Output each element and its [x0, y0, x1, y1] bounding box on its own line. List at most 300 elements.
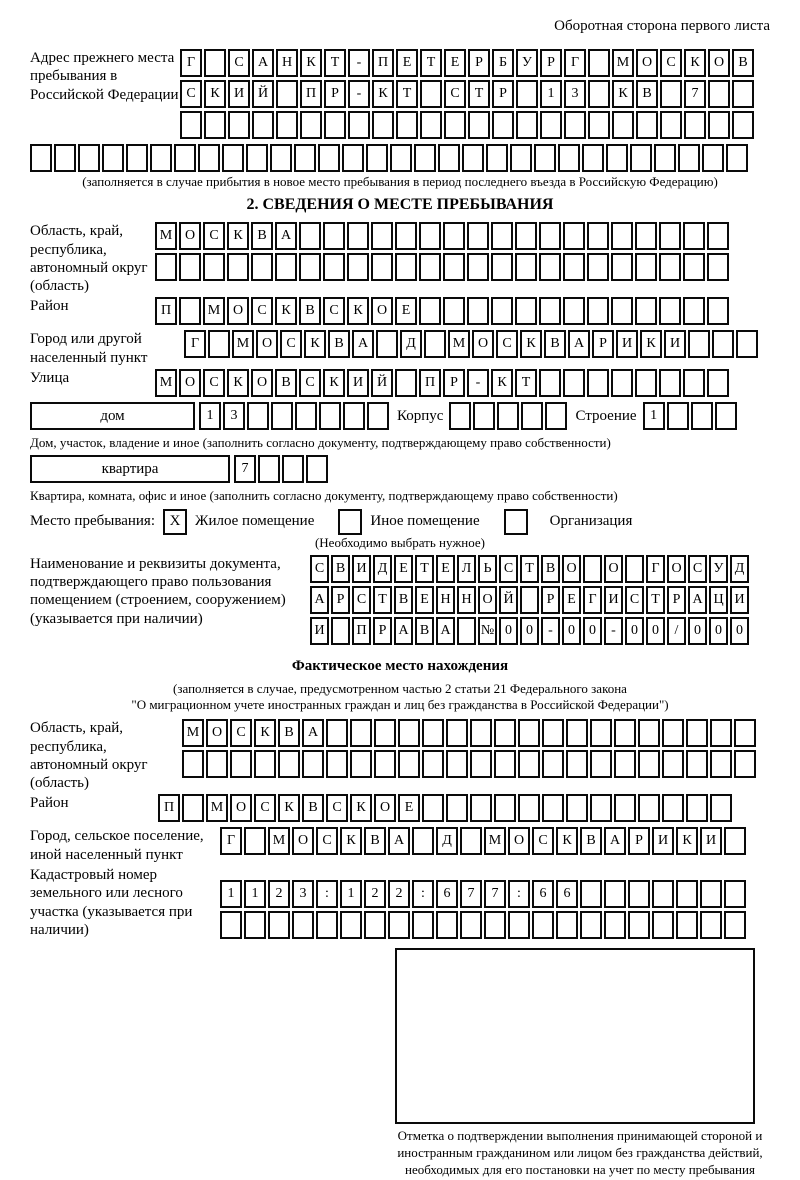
char-cell[interactable]: [295, 402, 317, 430]
char-cell[interactable]: Е: [394, 555, 413, 583]
char-cell[interactable]: С: [444, 80, 466, 108]
char-cell[interactable]: Ц: [709, 586, 728, 614]
char-cell[interactable]: 2: [388, 880, 410, 908]
char-cell[interactable]: [683, 297, 705, 325]
char-cell[interactable]: И: [730, 586, 749, 614]
char-cell[interactable]: К: [227, 369, 249, 397]
char-cell[interactable]: [348, 111, 370, 139]
char-cell[interactable]: С: [228, 49, 250, 77]
char-cell[interactable]: [366, 144, 388, 172]
char-cell[interactable]: Р: [468, 49, 490, 77]
char-cell[interactable]: [539, 253, 561, 281]
char-cell[interactable]: [492, 111, 514, 139]
char-cell[interactable]: [300, 111, 322, 139]
char-cell[interactable]: [583, 555, 602, 583]
char-cell[interactable]: [707, 297, 729, 325]
char-cell[interactable]: [638, 719, 660, 747]
char-cell[interactable]: [539, 297, 561, 325]
char-cell[interactable]: [611, 297, 633, 325]
char-cell[interactable]: [566, 719, 588, 747]
char-cell[interactable]: [590, 794, 612, 822]
char-cell[interactable]: [604, 911, 626, 939]
char-cell[interactable]: [486, 144, 508, 172]
char-cell[interactable]: [652, 880, 674, 908]
char-cell[interactable]: 6: [436, 880, 458, 908]
char-cell[interactable]: [398, 719, 420, 747]
char-cell[interactable]: Д: [436, 827, 458, 855]
char-cell[interactable]: [299, 253, 321, 281]
char-cell[interactable]: В: [732, 49, 754, 77]
char-cell[interactable]: [494, 750, 516, 778]
char-cell[interactable]: [470, 794, 492, 822]
char-cell[interactable]: [467, 222, 489, 250]
char-cell[interactable]: [268, 911, 290, 939]
char-cell[interactable]: 0: [730, 617, 749, 645]
char-cell[interactable]: [468, 111, 490, 139]
char-cell[interactable]: [395, 253, 417, 281]
char-cell[interactable]: [340, 911, 362, 939]
char-cell[interactable]: [556, 911, 578, 939]
char-cell[interactable]: [635, 253, 657, 281]
char-cell[interactable]: [457, 617, 476, 645]
char-cell[interactable]: [412, 827, 434, 855]
char-cell[interactable]: [683, 222, 705, 250]
char-cell[interactable]: [638, 794, 660, 822]
char-cell[interactable]: [635, 369, 657, 397]
char-cell[interactable]: -: [541, 617, 560, 645]
char-cell[interactable]: [662, 719, 684, 747]
char-cell[interactable]: 7: [484, 880, 506, 908]
char-cell[interactable]: [258, 455, 280, 483]
char-cell[interactable]: С: [203, 369, 225, 397]
char-cell[interactable]: [420, 80, 442, 108]
char-cell[interactable]: Г: [184, 330, 206, 358]
char-cell[interactable]: [736, 330, 758, 358]
char-cell[interactable]: М: [203, 297, 225, 325]
char-cell[interactable]: С: [230, 719, 252, 747]
char-cell[interactable]: М: [155, 222, 177, 250]
char-cell[interactable]: А: [688, 586, 707, 614]
char-cell[interactable]: [179, 253, 201, 281]
char-cell[interactable]: 0: [562, 617, 581, 645]
char-cell[interactable]: [244, 911, 266, 939]
char-cell[interactable]: А: [436, 617, 455, 645]
char-cell[interactable]: К: [275, 297, 297, 325]
char-cell[interactable]: [208, 330, 230, 358]
char-cell[interactable]: [614, 750, 636, 778]
char-cell[interactable]: О: [604, 555, 623, 583]
char-cell[interactable]: Н: [276, 49, 298, 77]
char-cell[interactable]: А: [302, 719, 324, 747]
char-cell[interactable]: С: [310, 555, 329, 583]
char-cell[interactable]: Р: [540, 49, 562, 77]
char-cell[interactable]: В: [415, 617, 434, 645]
char-cell[interactable]: [724, 911, 746, 939]
char-cell[interactable]: А: [388, 827, 410, 855]
checkbox-org[interactable]: [504, 509, 528, 535]
char-cell[interactable]: [419, 222, 441, 250]
char-cell[interactable]: Т: [415, 555, 434, 583]
char-cell[interactable]: П: [352, 617, 371, 645]
char-cell[interactable]: К: [227, 222, 249, 250]
char-cell[interactable]: [414, 144, 436, 172]
char-cell[interactable]: [732, 111, 754, 139]
char-cell[interactable]: Й: [252, 80, 274, 108]
char-cell[interactable]: [443, 222, 465, 250]
char-cell[interactable]: [521, 402, 543, 430]
char-cell[interactable]: И: [616, 330, 638, 358]
char-cell[interactable]: В: [275, 369, 297, 397]
char-cell[interactable]: В: [331, 555, 350, 583]
char-cell[interactable]: [376, 330, 398, 358]
char-cell[interactable]: М: [484, 827, 506, 855]
char-cell[interactable]: Т: [646, 586, 665, 614]
char-cell[interactable]: [443, 297, 465, 325]
char-cell[interactable]: Е: [398, 794, 420, 822]
char-cell[interactable]: А: [310, 586, 329, 614]
char-cell[interactable]: Т: [324, 49, 346, 77]
char-cell[interactable]: Р: [443, 369, 465, 397]
char-cell[interactable]: [323, 222, 345, 250]
char-cell[interactable]: [323, 253, 345, 281]
char-cell[interactable]: :: [316, 880, 338, 908]
char-cell[interactable]: [276, 111, 298, 139]
char-cell[interactable]: А: [568, 330, 590, 358]
char-cell[interactable]: [275, 253, 297, 281]
char-cell[interactable]: [319, 402, 341, 430]
char-cell[interactable]: Г: [220, 827, 242, 855]
char-cell[interactable]: [460, 911, 482, 939]
char-cell[interactable]: В: [328, 330, 350, 358]
char-cell[interactable]: Г: [583, 586, 602, 614]
char-cell[interactable]: [518, 719, 540, 747]
char-cell[interactable]: [659, 253, 681, 281]
char-cell[interactable]: 3: [564, 80, 586, 108]
char-cell[interactable]: И: [310, 617, 329, 645]
char-cell[interactable]: 1: [244, 880, 266, 908]
char-cell[interactable]: Е: [562, 586, 581, 614]
char-cell[interactable]: П: [300, 80, 322, 108]
char-cell[interactable]: [30, 144, 52, 172]
char-cell[interactable]: Т: [468, 80, 490, 108]
char-cell[interactable]: [174, 144, 196, 172]
char-cell[interactable]: [520, 586, 539, 614]
char-cell[interactable]: К: [323, 369, 345, 397]
char-cell[interactable]: С: [625, 586, 644, 614]
char-cell[interactable]: [203, 253, 225, 281]
char-cell[interactable]: [702, 144, 724, 172]
char-cell[interactable]: Н: [457, 586, 476, 614]
char-cell[interactable]: Р: [541, 586, 560, 614]
char-cell[interactable]: [712, 330, 734, 358]
char-cell[interactable]: [614, 719, 636, 747]
char-cell[interactable]: [374, 719, 396, 747]
char-cell[interactable]: [676, 911, 698, 939]
char-cell[interactable]: [343, 402, 365, 430]
char-cell[interactable]: [534, 144, 556, 172]
char-cell[interactable]: [724, 827, 746, 855]
char-cell[interactable]: [638, 750, 660, 778]
char-cell[interactable]: [318, 144, 340, 172]
char-cell[interactable]: [708, 111, 730, 139]
char-cell[interactable]: К: [372, 80, 394, 108]
char-cell[interactable]: [247, 402, 269, 430]
char-cell[interactable]: [707, 253, 729, 281]
char-cell[interactable]: [306, 455, 328, 483]
char-cell[interactable]: [636, 111, 658, 139]
char-cell[interactable]: [491, 222, 513, 250]
char-cell[interactable]: И: [228, 80, 250, 108]
char-cell[interactable]: 1: [199, 402, 221, 430]
char-cell[interactable]: К: [676, 827, 698, 855]
char-cell[interactable]: [708, 80, 730, 108]
char-cell[interactable]: [271, 402, 293, 430]
char-cell[interactable]: [497, 402, 519, 430]
char-cell[interactable]: -: [604, 617, 623, 645]
char-cell[interactable]: [710, 719, 732, 747]
char-cell[interactable]: С: [352, 586, 371, 614]
char-cell[interactable]: [558, 144, 580, 172]
char-cell[interactable]: С: [660, 49, 682, 77]
char-cell[interactable]: Р: [667, 586, 686, 614]
char-cell[interactable]: [150, 144, 172, 172]
char-cell[interactable]: С: [251, 297, 273, 325]
char-cell[interactable]: 2: [364, 880, 386, 908]
char-cell[interactable]: [563, 297, 585, 325]
char-cell[interactable]: [422, 794, 444, 822]
checkbox-zhiloe[interactable]: X: [163, 509, 187, 535]
char-cell[interactable]: [606, 144, 628, 172]
char-cell[interactable]: [494, 719, 516, 747]
char-cell[interactable]: [734, 750, 756, 778]
char-cell[interactable]: [419, 297, 441, 325]
char-cell[interactable]: К: [520, 330, 542, 358]
char-cell[interactable]: [508, 911, 530, 939]
char-cell[interactable]: [625, 555, 644, 583]
char-cell[interactable]: :: [508, 880, 530, 908]
char-cell[interactable]: Е: [395, 297, 417, 325]
char-cell[interactable]: -: [467, 369, 489, 397]
char-cell[interactable]: Г: [180, 49, 202, 77]
char-cell[interactable]: В: [302, 794, 324, 822]
char-cell[interactable]: [614, 794, 636, 822]
char-cell[interactable]: С: [203, 222, 225, 250]
char-cell[interactable]: Г: [564, 49, 586, 77]
char-cell[interactable]: О: [179, 222, 201, 250]
char-cell[interactable]: [660, 80, 682, 108]
char-cell[interactable]: М: [182, 719, 204, 747]
char-cell[interactable]: Т: [373, 586, 392, 614]
char-cell[interactable]: [484, 911, 506, 939]
stamp-area[interactable]: [395, 948, 755, 1124]
char-cell[interactable]: [710, 750, 732, 778]
char-cell[interactable]: [102, 144, 124, 172]
char-cell[interactable]: [588, 111, 610, 139]
char-cell[interactable]: [691, 402, 713, 430]
char-cell[interactable]: [470, 719, 492, 747]
char-cell[interactable]: К: [640, 330, 662, 358]
char-cell[interactable]: И: [652, 827, 674, 855]
char-cell[interactable]: [78, 144, 100, 172]
char-cell[interactable]: 0: [499, 617, 518, 645]
char-cell[interactable]: [710, 794, 732, 822]
char-cell[interactable]: В: [541, 555, 560, 583]
char-cell[interactable]: В: [394, 586, 413, 614]
char-cell[interactable]: [580, 911, 602, 939]
char-cell[interactable]: Е: [415, 586, 434, 614]
char-cell[interactable]: [635, 297, 657, 325]
char-cell[interactable]: С: [299, 369, 321, 397]
char-cell[interactable]: [660, 111, 682, 139]
char-cell[interactable]: С: [280, 330, 302, 358]
char-cell[interactable]: А: [275, 222, 297, 250]
char-cell[interactable]: [587, 297, 609, 325]
char-cell[interactable]: 1: [540, 80, 562, 108]
char-cell[interactable]: [436, 911, 458, 939]
char-cell[interactable]: Е: [396, 49, 418, 77]
char-cell[interactable]: 6: [532, 880, 554, 908]
char-cell[interactable]: [684, 111, 706, 139]
char-cell[interactable]: У: [709, 555, 728, 583]
char-cell[interactable]: Р: [592, 330, 614, 358]
char-cell[interactable]: [367, 402, 389, 430]
dom-box[interactable]: дом: [30, 402, 195, 430]
char-cell[interactable]: [371, 253, 393, 281]
char-cell[interactable]: [395, 369, 417, 397]
char-cell[interactable]: [491, 297, 513, 325]
char-cell[interactable]: [678, 144, 700, 172]
checkbox-inoe[interactable]: [338, 509, 362, 535]
char-cell[interactable]: [302, 750, 324, 778]
char-cell[interactable]: [726, 144, 748, 172]
char-cell[interactable]: Б: [492, 49, 514, 77]
char-cell[interactable]: О: [508, 827, 530, 855]
char-cell[interactable]: [422, 750, 444, 778]
char-cell[interactable]: О: [667, 555, 686, 583]
char-cell[interactable]: [443, 253, 465, 281]
char-cell[interactable]: [251, 253, 273, 281]
char-cell[interactable]: [467, 253, 489, 281]
char-cell[interactable]: [659, 222, 681, 250]
char-cell[interactable]: В: [544, 330, 566, 358]
char-cell[interactable]: С: [323, 297, 345, 325]
char-cell[interactable]: [473, 402, 495, 430]
char-cell[interactable]: [563, 253, 585, 281]
char-cell[interactable]: М: [448, 330, 470, 358]
char-cell[interactable]: Е: [444, 49, 466, 77]
char-cell[interactable]: [686, 719, 708, 747]
char-cell[interactable]: -: [348, 49, 370, 77]
char-cell[interactable]: И: [604, 586, 623, 614]
char-cell[interactable]: П: [419, 369, 441, 397]
kvartira-box[interactable]: квартира: [30, 455, 230, 483]
char-cell[interactable]: [662, 794, 684, 822]
char-cell[interactable]: 2: [268, 880, 290, 908]
char-cell[interactable]: С: [499, 555, 518, 583]
char-cell[interactable]: [220, 911, 242, 939]
char-cell[interactable]: [516, 111, 538, 139]
char-cell[interactable]: 1: [643, 402, 665, 430]
char-cell[interactable]: [515, 297, 537, 325]
char-cell[interactable]: [667, 402, 689, 430]
char-cell[interactable]: [198, 144, 220, 172]
char-cell[interactable]: [707, 369, 729, 397]
char-cell[interactable]: [582, 144, 604, 172]
char-cell[interactable]: В: [299, 297, 321, 325]
char-cell[interactable]: О: [292, 827, 314, 855]
char-cell[interactable]: [659, 369, 681, 397]
char-cell[interactable]: [126, 144, 148, 172]
char-cell[interactable]: 7: [460, 880, 482, 908]
char-cell[interactable]: [539, 369, 561, 397]
char-cell[interactable]: А: [604, 827, 626, 855]
char-cell[interactable]: [732, 80, 754, 108]
char-cell[interactable]: М: [155, 369, 177, 397]
char-cell[interactable]: [246, 144, 268, 172]
char-cell[interactable]: [542, 750, 564, 778]
char-cell[interactable]: [350, 750, 372, 778]
char-cell[interactable]: [611, 369, 633, 397]
char-cell[interactable]: [54, 144, 76, 172]
char-cell[interactable]: П: [155, 297, 177, 325]
char-cell[interactable]: [700, 911, 722, 939]
char-cell[interactable]: К: [254, 719, 276, 747]
char-cell[interactable]: [252, 111, 274, 139]
char-cell[interactable]: [347, 222, 369, 250]
char-cell[interactable]: С: [316, 827, 338, 855]
char-cell[interactable]: О: [179, 369, 201, 397]
char-cell[interactable]: [590, 719, 612, 747]
char-cell[interactable]: [467, 297, 489, 325]
char-cell[interactable]: [545, 402, 567, 430]
char-cell[interactable]: [372, 111, 394, 139]
char-cell[interactable]: [204, 49, 226, 77]
char-cell[interactable]: [563, 369, 585, 397]
char-cell[interactable]: [686, 794, 708, 822]
char-cell[interactable]: Д: [373, 555, 392, 583]
char-cell[interactable]: [276, 80, 298, 108]
char-cell[interactable]: А: [352, 330, 374, 358]
char-cell[interactable]: [326, 719, 348, 747]
char-cell[interactable]: [686, 750, 708, 778]
char-cell[interactable]: [510, 144, 532, 172]
char-cell[interactable]: [654, 144, 676, 172]
char-cell[interactable]: [587, 369, 609, 397]
char-cell[interactable]: О: [374, 794, 396, 822]
char-cell[interactable]: Ь: [478, 555, 497, 583]
char-cell[interactable]: Р: [331, 586, 350, 614]
char-cell[interactable]: [542, 794, 564, 822]
char-cell[interactable]: И: [664, 330, 686, 358]
char-cell[interactable]: [390, 144, 412, 172]
char-cell[interactable]: [590, 750, 612, 778]
char-cell[interactable]: И: [347, 369, 369, 397]
char-cell[interactable]: О: [227, 297, 249, 325]
char-cell[interactable]: 0: [520, 617, 539, 645]
char-cell[interactable]: О: [636, 49, 658, 77]
char-cell[interactable]: [155, 253, 177, 281]
char-cell[interactable]: [734, 719, 756, 747]
char-cell[interactable]: [180, 111, 202, 139]
char-cell[interactable]: [228, 111, 250, 139]
char-cell[interactable]: [532, 911, 554, 939]
char-cell[interactable]: -: [348, 80, 370, 108]
char-cell[interactable]: В: [278, 719, 300, 747]
char-cell[interactable]: [515, 253, 537, 281]
char-cell[interactable]: 3: [223, 402, 245, 430]
char-cell[interactable]: О: [371, 297, 393, 325]
char-cell[interactable]: [604, 880, 626, 908]
